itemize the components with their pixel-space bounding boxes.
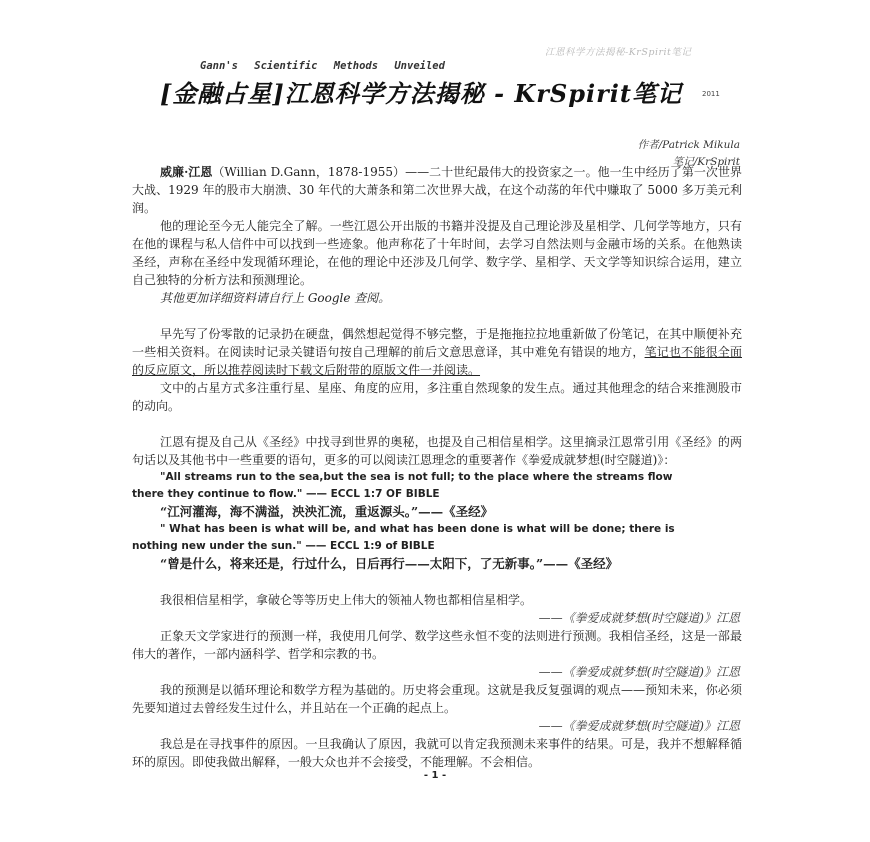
intro-text: （Willian D.Gann，1878-1955）——二十世纪最伟大的投资家之一。他一生中经历了第一次世界大战、1929 年的股市大崩溃、30 年代的大萧条和第二次世界大战，在这个动荡的年代中赚取了 5000 多万美元利润。	[132, 165, 743, 215]
paragraph-bible: 江恩有提及自己从《圣经》中找寻到世界的奥秘，也提及自己相信星相学。这里摘录江恩常引用《圣经》的两句话以及其他书中一些重要的语句，更多的可以阅读江恩理念的重要著作《拳爱成就梦想(时空隧道)》：	[132, 435, 742, 467]
paragraph-astronomy: 正象天文学家进行的预测一样，我使用几何学、数学这些永恒不变的法则进行预测。我相信圣经，这是一部最伟大的著作，一部内涵科学、哲学和宗教的书。	[132, 629, 742, 661]
notes-text: 早先写了份零散的记录扔在硬盘，偶然想起觉得不够完整，于是拖拖拉拉地重新做了份笔记，在其中顺便补充一些相关资料。在阅读时记录关键语句按自己理解的前后文意思意译，其中难免有错误的地方，	[132, 327, 742, 359]
author-line: 作者/Patrick Mikula	[637, 139, 740, 151]
intro-name: 威廉·江恩	[160, 165, 213, 179]
paragraph-notes	[132, 325, 742, 379]
paragraph-theory: 他的理论至今无人能完全了解。一些江恩公开出版的书籍并没提及自己理论涉及星相学、几何学等地方，只有在他的课程与私人信件中可以找到一些迹象。他声称花了十年时间，去学习自然法则与金融市场的关系。在他熟读圣经，声称在圣经中发现循环理论，在他的理论中还涉及几何学、数字学、星相学、天文学等知识综合运用，建立自己独特的分析方法和预测理论。	[132, 219, 742, 287]
document-body	[132, 163, 742, 771]
english-title: Gann's Scientific Methods Unveiled	[200, 60, 445, 72]
paragraph-google: 其他更加详细资料请自行上 Google 查阅。	[160, 291, 391, 305]
watermark-text: 江恩科学方法揭秘-KrSpirit笔记	[545, 47, 692, 58]
notes-line: 笔记/KrSpirit	[672, 156, 740, 168]
paragraph-belief: 我很相信星相学，拿破仑等等历史上伟大的领袖人物也都相信星相学。	[160, 593, 533, 607]
quote-2-english-line-2: nothing new under the sun." —— ECCL 1:9 of BIBLE	[132, 540, 435, 552]
attribution-2: ——《拳爱成就梦想(时空隧道)》江恩	[538, 665, 740, 679]
notes-underlined-text: 笔记也不能很全面的反应原文，所以推荐阅读时下载文后附带的原版文件一并阅读。	[132, 345, 742, 377]
quote-1-chinese: “江河灌海，海不满溢，泱泱汇流，重返源头。”——《圣经》	[160, 504, 494, 519]
paragraph-prediction: 我的预测是以循环理论和数学方程为基础的。历史将会重现。这就是我反复强调的观点——预知未来，你必须先要知道过去曾经发生过什么，并且站在一个正确的起点上。	[132, 683, 742, 715]
document-title: [金融占星]江恩科学方法揭秘 - KrSpirit笔记	[160, 79, 682, 108]
quote-2-english-line-1: " What has been is what will be, and what has been done is what will be done; there is	[160, 523, 675, 535]
quote-1-english-line-1: "All streams run to the sea,but the sea is not full; to the place where the streams flow	[160, 471, 673, 483]
quote-1-english-line-2: there they continue to flow." —— ECCL 1:7 OF BIBLE	[132, 488, 440, 500]
intro-paragraph	[132, 163, 742, 217]
quote-2-chinese: “曾是什么，将来还是，行过什么，日后再行——太阳下，了无新事。”——《圣经》	[160, 556, 619, 571]
attribution-3: ——《拳爱成就梦想(时空隧道)》江恩	[538, 719, 740, 733]
paragraph-cause: 我总是在寻找事件的原因。一旦我确认了原因，我就可以肯定我预测未来事件的结果。可是，我并不想解释循环的原因。即使我做出解释，一般大众也并不会接受，不能理解。不会相信。	[132, 737, 742, 769]
attribution-1: ——《拳爱成就梦想(时空隧道)》江恩	[538, 611, 740, 625]
paragraph-astrology: 文中的占星方式多注重行星、星座、角度的应用，多注重自然现象的发生点。通过其他理念的结合来推测股市的动向。	[132, 381, 742, 413]
title-year: 2011	[702, 90, 720, 98]
page-number: - 1 -	[423, 770, 447, 781]
